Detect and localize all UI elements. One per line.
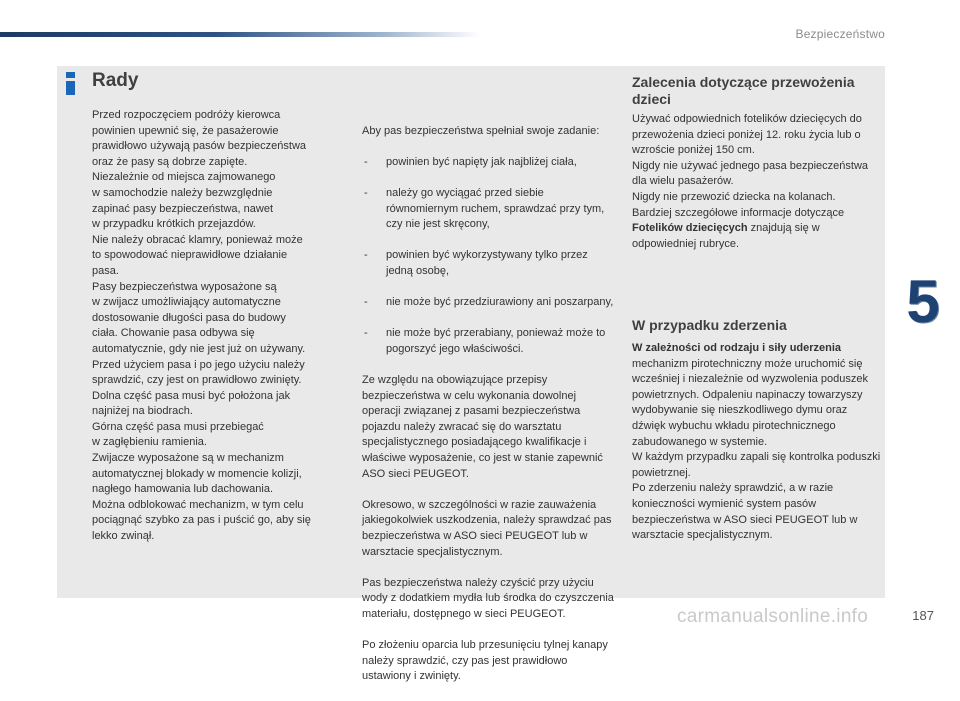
- children-column: [632, 112, 882, 252]
- collision-paragraph: W zależności od rodzaju i siły uderzenia mechanizm pirotechniczny może uruchomić się wcześniej i niezależnie od wyzwolenia poduszek powietrznych. Odpaleniu napinaczy towarzyszy wydobywanie się nieszkodliwego dymu oraz dźwięk wybuchu wkładu pirotechnicznego zabudowanego w systemie.: [632, 342, 869, 448]
- tips-column-2: [362, 108, 617, 701]
- tips-title: Rady: [92, 70, 139, 91]
- list-item: - powinien być napięty jak najbliżej ciała,: [364, 155, 577, 168]
- children-paragraph: Bardziej szczegółowe informacje dotyczące Fotelików dziecięcych znajdują się w odpowiedniej rubryce.: [632, 206, 845, 250]
- col2-paragraph: Okresowo, w szczególności w razie zauważenia jakiegokolwiek uszkodzenia, należy sprawdzać pas bezpieczeństwa w ASO sieci PEUGEOT lub w warsztacie specjalistycznym.: [362, 498, 612, 558]
- collision-column: [632, 341, 882, 544]
- page-number: 187: [912, 608, 934, 623]
- info-icon: [66, 72, 75, 94]
- children-paragraph: Nigdy nie używać jednego pasa bezpieczeństwa dla wielu pasażerów.: [632, 159, 869, 188]
- header-accent-bar: [0, 32, 480, 37]
- watermark: carmanualsonline.info: [677, 606, 869, 627]
- tips-column-1: Przed rozpoczęciem podróży kierowca powinien upewnić się, że pasażerowie prawidłowo używają pasów bezpieczeństwa oraz że pasy są dobrze zapięte. Niezależnie od miejsca zajmowanego w samochodzie należy bezwzględnie zapinać pasy bezpieczeństwa, nawet w przypadku krótkich przejazdów. Nie należy obracać klamry, ponieważ może to spowodować nieprawidłowe działanie pasa. Pasy bezpieczeństwa wyposażone są w zwijacz umożliwiający automatyczne dostosowanie długości pasa do budowy ciała. Chowanie pasa odbywa się automatycznie, gdy nie jest już on używany. Przed użyciem pasa i po jego użyciu należy sprawdzić, czy jest on prawidłowo zwinięty. Dolna część pasa musi być położona jak najniżej na biodrach. Górna część pasa musi przebiegać w zagłębieniu ramienia. Zwijacze wyposażone są w mechanizm automatycznej blokady w momencie kolizji, nagłego hamowania lub dachowania. Można odblokować mechanizm, w tym celu pociągnąć szybko za pas i puścić go, aby się lekko zwinął.: [92, 109, 311, 543]
- list-item: - powinien być wykorzystywany tylko przez jedną osobę,: [364, 249, 588, 277]
- children-paragraph: Używać odpowiednich fotelików dziecięcych do przewożenia dzieci poniżej 12. roku życia lub o wzroście poniżej 150 cm.: [632, 113, 862, 157]
- children-title: Zalecenia dotyczące przewożenia dzieci: [632, 74, 855, 107]
- list-item: - nie może być przerabiany, ponieważ może to pogorszyć jego właściwości.: [364, 327, 606, 355]
- collision-paragraph: W każdym przypadku zapali się kontrolka poduszki powietrznej.: [632, 451, 881, 479]
- collision-paragraph: Po zderzeniu należy sprawdzić, a w razie konieczności wymienić system pasów bezpieczeństwa w ASO sieci PEUGEOT lub w warsztacie specjalistycznym.: [632, 482, 858, 542]
- col2-paragraph: Ze względu na obowiązujące przepisy bezpieczeństwa w celu wykonania dowolnej operacji związanej z pasami bezpieczeństwa pojazdu należy zwracać się do warsztatu specjalistycznego posiadającego kwalifikacje i właściwe wyposażenie, co jest w stanie zapewnić ASO sieci PEUGEOT.: [362, 374, 603, 480]
- child-seats-reference: Fotelików dziecięcych: [632, 222, 748, 235]
- col2-paragraph: Po złożeniu oparcia lub przesunięciu tylnej kanapy należy sprawdzić, czy pas jest prawidłowo ustawiony i zwinięty.: [362, 639, 608, 683]
- col2-paragraph: Pas bezpieczeństwa należy czyścić przy użyciu wody z dodatkiem mydła lub środka do czyszczenia materiału, dostępnego w sieci PEUGEOT.: [362, 576, 614, 620]
- col2-intro: Aby pas bezpieczeństwa spełniał swoje zadanie:: [362, 124, 600, 137]
- children-paragraph: Nigdy nie przewozić dziecka na kolanach.: [632, 190, 836, 203]
- collision-title: W przypadku zderzenia: [632, 317, 787, 333]
- list-item: - nie może być przedziurawiony ani poszarpany,: [364, 296, 614, 309]
- chapter-number: 5: [906, 268, 940, 335]
- list-item: - należy go wyciągać przed siebie równomiernym ruchem, sprawdzać przy tym, czy nie jest skręcony,: [364, 186, 605, 231]
- section-title: Bezpieczeństwo: [795, 27, 885, 41]
